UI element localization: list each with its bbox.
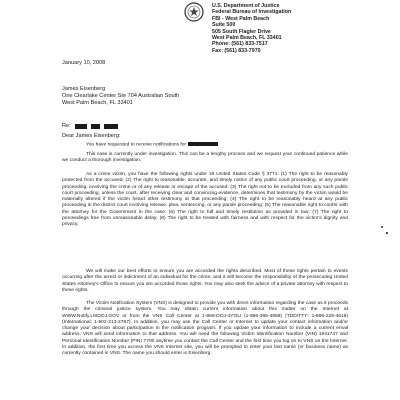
paragraph-notification: You have requested to receive notifications for . xyxy=(86,142,219,148)
letterhead-line: Federal Bureau of Investigation xyxy=(212,9,292,16)
letterhead-line: U.S. Department of Justice xyxy=(212,3,280,9)
paragraph-investigation: This case is currently under investigation. This can be a lengthy process and we request your continued patience while we conduct a thorough investigation. xyxy=(62,152,348,164)
paragraph-vns: The Victim Notification System (VNS) is designed to provide you with direct information regarding the case as it proceeds through the criminal justice system. You may obtain current information about this matter on the Internet at WWW.Notify.USDOJ.GOV or from the VNS Call Center at 1-866-DOJ-4YOU (1-866-365-4968) (TDD/TTY: 1-866-228-4619) (International: 1-502-213-2767). In addition, you may use the Call Center or Internet to update your contact information and/or change your decision about participation in the notification program. If you update your information to include a current email address, VNS will send information to that address. You will need the following Victim Identification Number (VIN) 1941747 and Personal Identification Number (PIN) 7700 anytime you contact the Call Center and the first time you log on to VNS on the Internet. In addition, the first time you access the VNS Internet site, you will be prompted to enter your last name (or business name) as currently contained in VNS. The name you should enter is Eisenberg. xyxy=(62,301,348,357)
recipient-line: One Clearlake Center Ste 704 Australian South xyxy=(62,92,180,99)
doj-seal-icon xyxy=(184,2,204,22)
scan-speck xyxy=(386,232,388,234)
letter-date: January 10, 2008 xyxy=(62,60,106,66)
letterhead-line: 505 South Flagler Drive xyxy=(212,28,271,35)
letterhead-line: Phone: (561) 833-7517 xyxy=(212,41,268,48)
recipient-line: James Eisenberg xyxy=(62,86,106,92)
letterhead-line: Fax: (561) 833-7970 xyxy=(212,47,261,54)
paragraph-victim-rights: As a crime victim, you have the following rights under 18 United States Code § 3771: (1) The right to be reasonably protected from the accused; (2) The right to reasonable, accurate, and timely notice of any public court proceeding, or any parole proceeding, involving the crime or of any release or escape of the accused; (3) The right not to be excluded from any such public court proceeding, unless the court, after receiving clear and convincing evidence, determines that testimony by the victim would be materially altered if the victim heard other testimony at that proceeding; (4) The right to be reasonably heard at any public proceeding in the district court involving release, plea, sentencing, or any parole proceeding; (5) The reasonable right to confer with the attorney for the Government in the case; (6) The right to full and timely restitution as provided in law; (7) The right to proceedings free from unreasonable delay; (8) The right to be treated with fairness and with respect for the victim's dignity and privacy. xyxy=(62,172,348,228)
re-line xyxy=(62,123,118,129)
paragraph-best-efforts: We will make our best efforts to ensure you are accorded the rights described. Most of these rights pertain to events occurring after the arrest or indictment of an individual for the crime, and it will become the responsibility of the prosecuting United States Attorney's Office to ensure you are accorded those rights. You may also seek the advice of a private attorney with respect to these rights. xyxy=(62,269,348,293)
recipient-address xyxy=(62,86,179,106)
scan-speck xyxy=(381,226,383,228)
redaction-block xyxy=(104,124,118,129)
letterhead-line: West Palm Beach, FL 33401 xyxy=(212,35,282,42)
re-label: Re: xyxy=(62,123,71,129)
redaction-block xyxy=(91,124,100,129)
letterhead xyxy=(212,3,291,54)
paragraph-text: You have requested to receive notifications for xyxy=(86,142,187,148)
recipient-line: West Palm Beach, FL 33401 xyxy=(62,99,133,106)
letterhead-line: FBI - West Palm Beach xyxy=(212,15,270,22)
redaction-block xyxy=(75,124,87,129)
salutation: Dear James Eisenberg: xyxy=(62,133,121,139)
letterhead-line: Suite 500 xyxy=(212,22,236,29)
redaction-block xyxy=(188,142,218,146)
